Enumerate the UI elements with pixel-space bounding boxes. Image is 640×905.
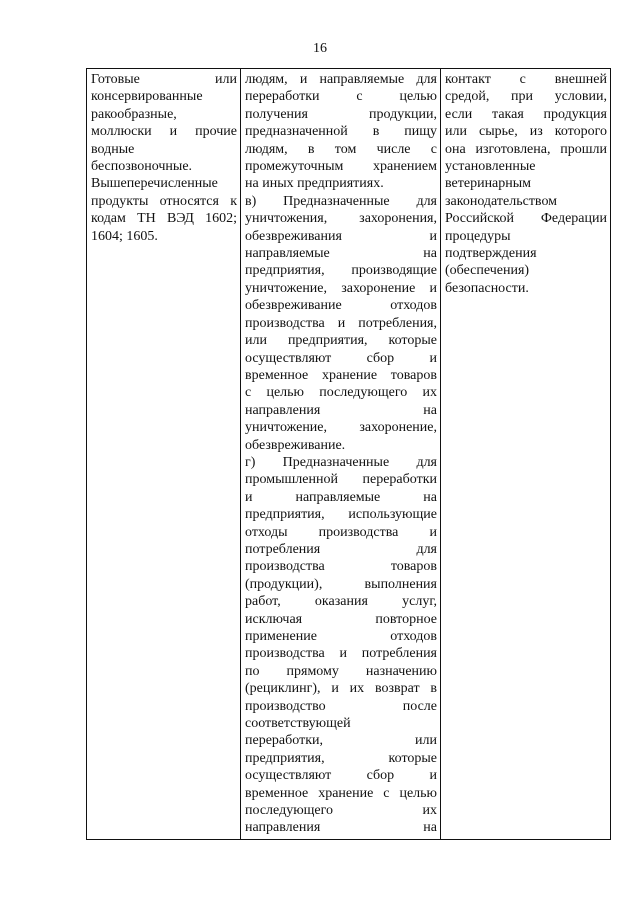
text-line: уничтожения, захоронения,: [245, 211, 437, 227]
text-line: безопасности.: [445, 280, 529, 296]
text-line: временное хранение товаров: [245, 367, 437, 383]
text-line: кодам ТН ВЭД 1602;: [91, 211, 237, 227]
text-line: промежуточным хранением: [245, 159, 437, 175]
text-line: с целью последующего их: [245, 385, 437, 401]
text-line: ветеринарным: [445, 176, 532, 192]
text-line: беспозвоночные.: [91, 159, 193, 175]
purpose-conditions-text: [245, 71, 437, 837]
text-line: обезвреживания и: [245, 228, 437, 244]
text-line: моллюски и прочие: [91, 124, 237, 140]
text-line: средой, при условии,: [445, 89, 607, 105]
text-line: ракообразные,: [91, 106, 177, 122]
text-line: уничтожение, захоронение и: [245, 280, 437, 296]
text-line: по прямому назначению: [245, 663, 437, 679]
text-line: контакт с внешней: [445, 72, 607, 87]
text-line: осуществляют сбор и: [245, 768, 437, 784]
text-line: предприятия, производящие: [245, 263, 437, 279]
page-number: 16: [313, 41, 327, 56]
text-line: в) Предназначенные для: [245, 193, 437, 209]
text-line: исключая повторное: [245, 611, 437, 627]
text-line: промышленной переработки: [245, 472, 437, 488]
text-line: отходы производства и: [245, 524, 437, 540]
text-line: подтверждения: [445, 246, 537, 262]
regulation-table: [86, 68, 611, 840]
text-line: законодательством: [445, 193, 558, 209]
text-line: предназначенной в пищу: [245, 124, 437, 140]
safety-conditions-text: [445, 71, 607, 297]
text-line: направляемые на: [245, 246, 437, 262]
text-line: (обеспечения): [445, 263, 530, 279]
text-line: (продукции), выполнения: [245, 576, 437, 592]
text-line: обезвреживание отходов: [245, 298, 437, 314]
text-line: на иных предприятиях.: [245, 176, 384, 192]
text-line: и направляемые на: [245, 489, 437, 505]
text-line: или сырье, из которого: [445, 124, 607, 140]
text-line: потребления для: [245, 541, 437, 557]
text-line: направления на: [245, 402, 437, 418]
text-line: консервированные: [91, 89, 203, 105]
text-line: (рециклинг), и их возврат в: [245, 681, 437, 697]
text-line: осуществляют сбор и: [245, 350, 437, 366]
text-line: соответствующей: [245, 716, 351, 732]
text-line: 1604; 1605.: [91, 228, 158, 244]
text-line: производства товаров: [245, 559, 437, 575]
text-line: переработки с целью: [245, 89, 437, 105]
text-line: предприятия, использующие: [245, 507, 437, 523]
product-description-text: [91, 71, 237, 245]
text-line: продукты относятся к: [91, 193, 237, 209]
text-line: водные: [91, 141, 135, 157]
table-row: [87, 69, 611, 840]
text-line: г) Предназначенные для: [245, 454, 437, 470]
text-line: людям, в том числе с: [245, 141, 437, 157]
purpose-conditions-cell: [241, 69, 441, 840]
text-line: применение отходов: [245, 629, 437, 644]
text-line: если такая продукция: [445, 106, 607, 122]
text-line: Российской Федерации: [445, 211, 607, 227]
text-line: или предприятия, которые: [245, 333, 437, 349]
text-line: переработки, или: [245, 733, 437, 749]
text-line: уничтожение, захоронение,: [245, 420, 437, 436]
text-line: установленные: [445, 159, 536, 175]
text-line: работ, оказания услуг,: [245, 594, 437, 610]
text-line: получения продукции,: [245, 106, 437, 122]
text-line: производства и потребления,: [245, 315, 437, 331]
product-description-cell: [87, 69, 241, 840]
text-line: направления на: [245, 820, 437, 836]
text-line: последующего их: [245, 803, 437, 819]
text-line: обезвреживание.: [245, 437, 346, 453]
text-line: она изготовлена, прошли: [445, 141, 607, 157]
text-line: временное хранение с целью: [245, 785, 437, 801]
safety-conditions-cell: [441, 69, 611, 840]
text-line: производства и потребления: [245, 646, 437, 662]
text-line: людям, и направляемые для: [245, 72, 437, 87]
text-line: процедуры: [445, 228, 511, 244]
text-line: Вышеперечисленные: [91, 176, 218, 192]
text-line: предприятия, которые: [245, 750, 437, 766]
text-line: Готовые или: [91, 72, 237, 87]
text-line: производство после: [245, 698, 437, 714]
